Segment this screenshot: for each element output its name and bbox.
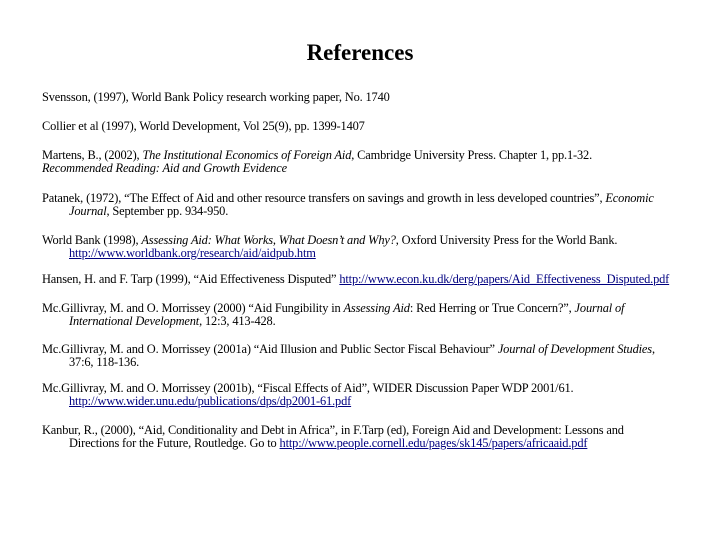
reference-collier [42, 120, 365, 133]
journal-title: Journal of Development Studies [497, 342, 652, 356]
reference-text: Svensson, (1997), World Bank Policy research working paper, No. 1740 [42, 90, 390, 104]
reference-text: , Oxford University Press for the World Bank. [395, 233, 618, 247]
reference-text: : Red Herring or True Concern?”, [409, 301, 575, 315]
reference-svensson [42, 91, 390, 104]
econ-ku-link[interactable]: http://www.econ.ku.dk/derg/papers/Aid_Effectiveness_Disputed.pdf [339, 272, 670, 286]
book-title: Assessing Aid [343, 301, 410, 315]
reference-text: Mc.Gillivray, M. and O. Morrissey (2000) “Aid Fungibility in [42, 301, 344, 315]
reference-text: Hansen, H. and F. Tarp (1999), “Aid Effectiveness Disputed” [42, 272, 340, 286]
reference-text: , September pp. 934-950. [106, 204, 229, 218]
reference-text: , Cambridge University Press. Chapter 1, pp.1-32. [351, 148, 593, 162]
recommended-reading: Recommended Reading: Aid and Growth Evidence [42, 161, 287, 175]
book-title: The Institutional Economics of Foreign Aid [142, 148, 352, 162]
reference-mcgillivray-2001a [42, 343, 655, 369]
reference-mcgillivray-2001b [42, 382, 574, 408]
reference-text: Martens, B., (2002), [42, 148, 143, 162]
reference-text: Mc.Gillivray, M. and O. Morrissey (2001b), “Fiscal Effects of Aid”, WIDER Discussion Paper WDP 2001/61. [42, 381, 574, 395]
reference-text: Mc.Gillivray, M. and O. Morrissey (2001a) “Aid Illusion and Public Sector Fiscal Behaviour” [42, 342, 498, 356]
journal-title: Journal [69, 204, 107, 218]
reference-patanek [42, 192, 654, 218]
reference-hansen-tarp [42, 273, 669, 286]
reference-martens [42, 149, 592, 175]
cornell-link[interactable]: http://www.people.cornell.edu/pages/sk145/papers/africaaid.pdf [279, 436, 588, 450]
book-title: Assessing Aid: What Works, What Doesn’t and Why? [141, 233, 396, 247]
reference-text: Collier et al (1997), World Development, Vol 25(9), pp. 1399-1407 [42, 119, 365, 133]
reference-text: , 12:3, 413-428. [199, 314, 276, 328]
wider-link[interactable]: http://www.wider.unu.edu/publications/dps/dp2001-61.pdf [69, 394, 352, 408]
reference-text: World Bank (1998), [42, 233, 142, 247]
journal-title: Journal of [574, 301, 625, 315]
journal-title: International Development [69, 314, 200, 328]
reference-text: 37:6, 118-136. [69, 355, 140, 369]
worldbank-link[interactable]: http://www.worldbank.org/research/aid/aidpub.htm [69, 246, 316, 260]
reference-text: , [651, 342, 655, 356]
reference-text: Patanek, (1972), “The Effect of Aid and other resource transfers on savings and growth in less developed countries”, [42, 191, 606, 205]
journal-title: Economic [605, 191, 654, 205]
reference-world-bank [42, 234, 617, 260]
page-title: References [306, 40, 414, 65]
reference-text: Directions for the Future, Routledge. Go to [69, 436, 280, 450]
reference-text: Kanbur, R., (2000), “Aid, Conditionality and Debt in Africa”, in F.Tarp (ed), Foreign Aid and Development: Lessons and [42, 423, 624, 437]
reference-mcgillivray-2000 [42, 302, 624, 328]
reference-kanbur [42, 424, 624, 450]
